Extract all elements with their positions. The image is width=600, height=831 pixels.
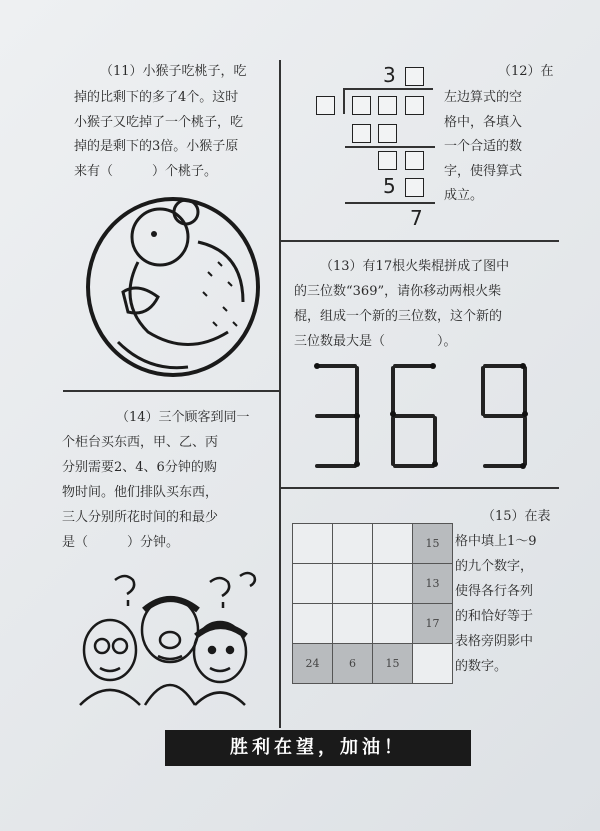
remainder-digit: 7 bbox=[410, 206, 423, 230]
blank-box[interactable] bbox=[405, 67, 424, 86]
grid-row bbox=[293, 524, 453, 564]
q15-line: 使得各行各列 bbox=[455, 584, 534, 599]
blank-box[interactable] bbox=[378, 96, 397, 115]
blank-box[interactable] bbox=[352, 124, 371, 143]
row-sum-cell: 13 bbox=[413, 564, 453, 604]
quotient-digit: 3 bbox=[383, 63, 396, 87]
q11-line: （11）小猴子吃桃子，吃 bbox=[100, 64, 247, 79]
sum-grid-table bbox=[292, 523, 453, 684]
col-sum-cell: 15 bbox=[373, 644, 413, 684]
q12-line: 格中，各填入 bbox=[444, 115, 523, 130]
q12-line: 一个合适的数 bbox=[444, 139, 523, 154]
row-sum-cell: 17 bbox=[413, 604, 453, 644]
q11-line: 掉的是剩下的3倍。小猴子原 bbox=[74, 139, 239, 154]
monkey-eating-peach-illustration bbox=[78, 182, 268, 382]
three-customers-illustration bbox=[70, 570, 270, 710]
grid-cell[interactable] bbox=[373, 604, 413, 644]
grid-corner-cell bbox=[413, 644, 453, 684]
grid-cell[interactable] bbox=[293, 524, 333, 564]
matchstick-number-369 bbox=[305, 358, 555, 478]
q11-line: 掉的比剩下的多了4个。这时 bbox=[74, 90, 239, 105]
q14-line: 分别需要2、4、6分钟的购 bbox=[62, 460, 217, 475]
q15-line: 的数字。 bbox=[455, 659, 508, 674]
blank-box[interactable] bbox=[378, 124, 397, 143]
q14-line: 物时间。他们排队买东西， bbox=[62, 485, 219, 500]
encouragement-banner: 胜利在望，加油！ bbox=[165, 730, 471, 766]
blank-box[interactable] bbox=[405, 151, 424, 170]
blank-box[interactable] bbox=[352, 96, 371, 115]
q11-line: 来有（ ）个桃子。 bbox=[74, 164, 218, 179]
q12-line: （12）在 bbox=[498, 64, 554, 79]
blank-box[interactable] bbox=[378, 151, 397, 170]
q15-line: 格中填上1～9 bbox=[455, 534, 537, 549]
vertical-divider bbox=[279, 60, 281, 728]
blank-box[interactable] bbox=[316, 96, 335, 115]
grid-row bbox=[293, 564, 453, 604]
grid-row bbox=[293, 644, 453, 684]
product-digit: 5 bbox=[383, 174, 396, 198]
q14-line: 三人分别所花时间的和最少 bbox=[62, 510, 219, 525]
q12-line: 字，使得算式 bbox=[444, 164, 523, 179]
col-sum-cell: 24 bbox=[293, 644, 333, 684]
row-sum-cell: 15 bbox=[413, 524, 453, 564]
q12-line: 成立。 bbox=[444, 188, 484, 203]
q14-line: 个柜台买东西，甲、乙、丙 bbox=[62, 435, 219, 450]
q13-line: 三位数最大是（ ）。 bbox=[294, 334, 457, 349]
grid-cell[interactable] bbox=[373, 524, 413, 564]
q15-line: （15）在表 bbox=[482, 509, 551, 524]
q13-line: 棍，组成一个新的三位数，这个新的 bbox=[294, 309, 503, 324]
divider-q11-q14 bbox=[63, 390, 279, 392]
division-bar bbox=[343, 88, 433, 90]
q14-line: 是（ ）分钟。 bbox=[62, 535, 180, 550]
divider-q12-q13 bbox=[281, 240, 559, 242]
q13-line: 的三位数“369”，请你移动两根火柴 bbox=[294, 284, 502, 299]
grid-cell[interactable] bbox=[293, 604, 333, 644]
q11-line: 小猴子又吃掉了一个桃子，吃 bbox=[74, 115, 244, 130]
q15-line: 的九个数字， bbox=[455, 559, 534, 574]
q15-line: 的和恰好等于 bbox=[455, 609, 534, 624]
grid-row bbox=[293, 604, 453, 644]
grid-cell[interactable] bbox=[293, 564, 333, 604]
divider-q13-q15 bbox=[281, 487, 559, 489]
subtraction-line bbox=[345, 146, 435, 148]
division-bracket bbox=[343, 88, 345, 114]
col-sum-cell: 6 bbox=[333, 644, 373, 684]
grid-cell[interactable] bbox=[373, 564, 413, 604]
grid-cell[interactable] bbox=[333, 524, 373, 564]
q14-line: （14）三个顾客到同一 bbox=[116, 410, 250, 425]
q15-line: 表格旁阴影中 bbox=[455, 634, 534, 649]
q12-line: 左边算式的空 bbox=[444, 90, 523, 105]
subtraction-line bbox=[345, 202, 435, 204]
grid-cell[interactable] bbox=[333, 604, 373, 644]
q13-line: （13）有17根火柴棍拼成了图中 bbox=[320, 259, 510, 274]
blank-box[interactable] bbox=[405, 96, 424, 115]
blank-box[interactable] bbox=[405, 178, 424, 197]
grid-cell[interactable] bbox=[333, 564, 373, 604]
